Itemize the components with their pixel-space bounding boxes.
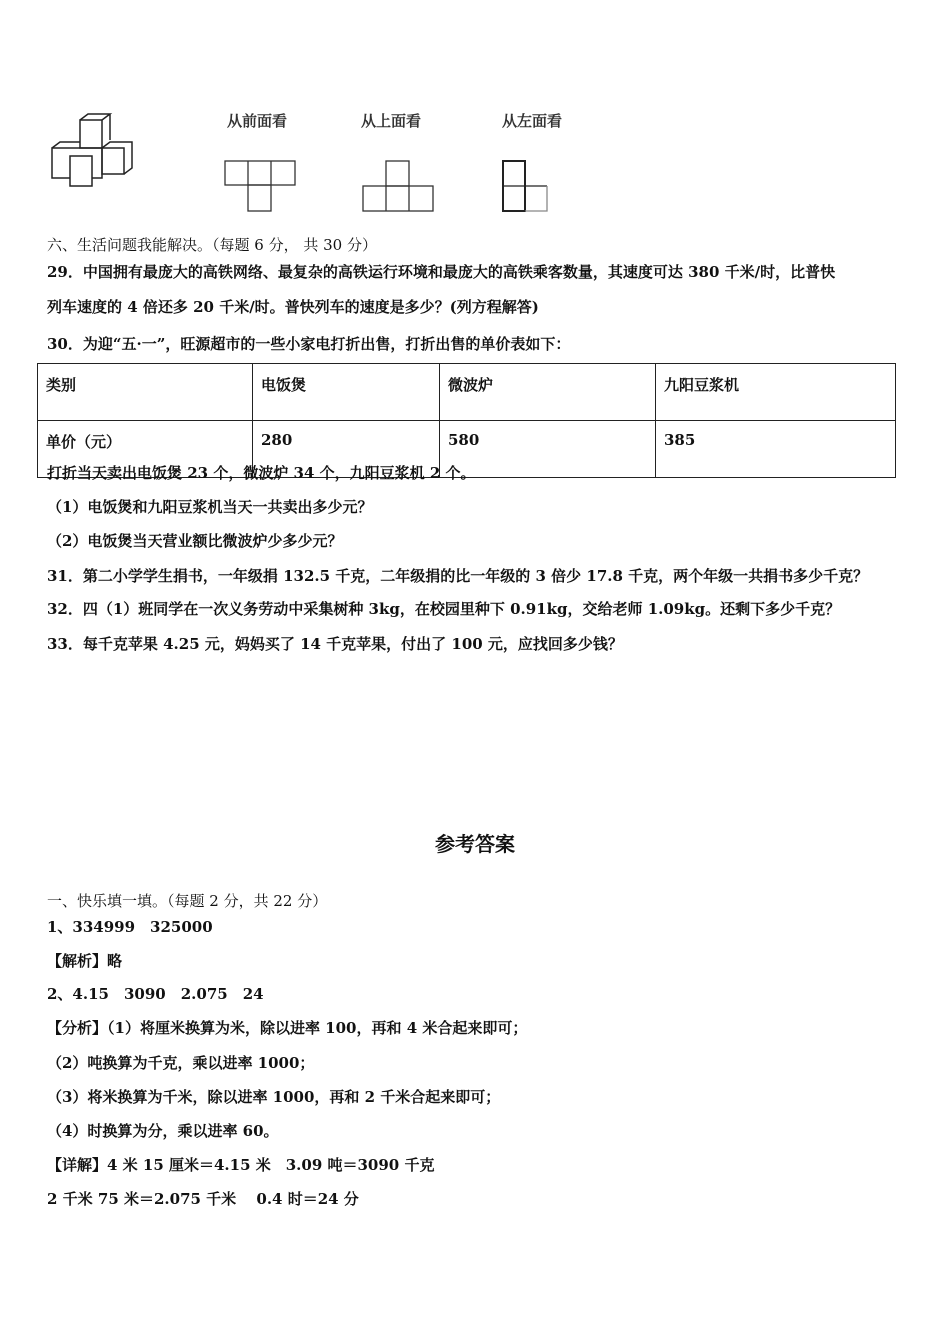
question-31: 31．第二小学学生捐书，一年级捐 132.5 千克，二年级捐的比一年级的 3 倍少 17.8 千克，两个年级一共捐书多少千克？ [47, 567, 869, 585]
question-33: 33．每千克苹果 4.25 元，妈妈买了 14 千克苹果，付出了 100 元，应找回多少钱？ [47, 635, 623, 653]
table-cell: 微波炉 [440, 364, 656, 421]
left-view-drawing [502, 160, 554, 215]
question-30-part-1: （1）电饭煲和九阳豆浆机当天一共卖出多少元？ [47, 498, 373, 516]
price-table [37, 363, 896, 478]
front-view-label: 从前面看 [227, 112, 288, 130]
table-cell: 580 [440, 421, 656, 478]
section-6-heading: 六、生活问题我能解决。（每题 6 分， 共 30 分） [47, 236, 377, 254]
question-32: 32．四（1）班同学在一次义务劳动中采集树种 3kg，在校园里种下 0.91kg，交给老师 1.09kg。还剩下多少千克？ [47, 600, 841, 618]
table-header-row [38, 364, 896, 421]
question-30: 30．为迎“五·一”，旺源超市的一些小家电打折出售，打折出售的单价表如下： [47, 335, 571, 353]
answer-line: 1、334999 325000 [47, 918, 213, 936]
left-view-label: 从左面看 [502, 112, 563, 130]
answers-title: 参考答案 [435, 832, 515, 856]
answer-line: 【解析】略 [47, 952, 123, 970]
answer-line: （2）吨换算为千克，乘以进率 1000； [47, 1054, 315, 1072]
answer-line: 一、快乐填一填。（每题 2 分，共 22 分） [47, 892, 328, 910]
question-29-line-2: 列车速度的 4 倍还多 20 千米/时。普快列车的速度是多少？(列方程解答) [47, 298, 539, 316]
top-view-drawing [362, 160, 434, 215]
question-29-line-1: 29．中国拥有最庞大的高铁网络、最复杂的高铁运行环境和最庞大的高铁乘客数量，其速度可达 380 千米/时，比普快 [47, 263, 836, 281]
question-30-part-2: （2）电饭煲当天营业额比微波炉少多少元？ [47, 532, 343, 550]
answer-line: 2、4.15 3090 2.075 24 [47, 985, 264, 1003]
table-cell: 385 [656, 421, 896, 478]
table-cell: 九阳豆浆机 [656, 364, 896, 421]
top-view-label: 从上面看 [361, 112, 422, 130]
table-cell: 电饭煲 [253, 364, 440, 421]
answer-line: 2 千米 75 米＝2.075 千米 0.4 时＝24 分 [47, 1190, 359, 1208]
answer-line: （3）将米换算为千米，除以进率 1000，再和 2 千米合起来即可； [47, 1088, 501, 1106]
table-cell: 类别 [38, 364, 253, 421]
answer-line: （4）时换算为分，乘以进率 60。 [47, 1122, 279, 1140]
answer-line: 【详解】4 米 15 厘米＝4.15 米 3.09 吨＝3090 千克 [47, 1156, 435, 1174]
table-cell: 280 [253, 421, 440, 478]
answer-line: 【分析】（1）将厘米换算为米，除以进率 100，再和 4 米合起来即可； [47, 1019, 528, 1037]
cube-stack-figure [50, 110, 150, 190]
front-view-drawing [224, 160, 296, 215]
question-30-info: 打折当天卖出电饭煲 23 个，微波炉 34 个，九阳豆浆机 2 个。 [47, 464, 476, 482]
table-cell: 单价（元） [38, 421, 253, 478]
